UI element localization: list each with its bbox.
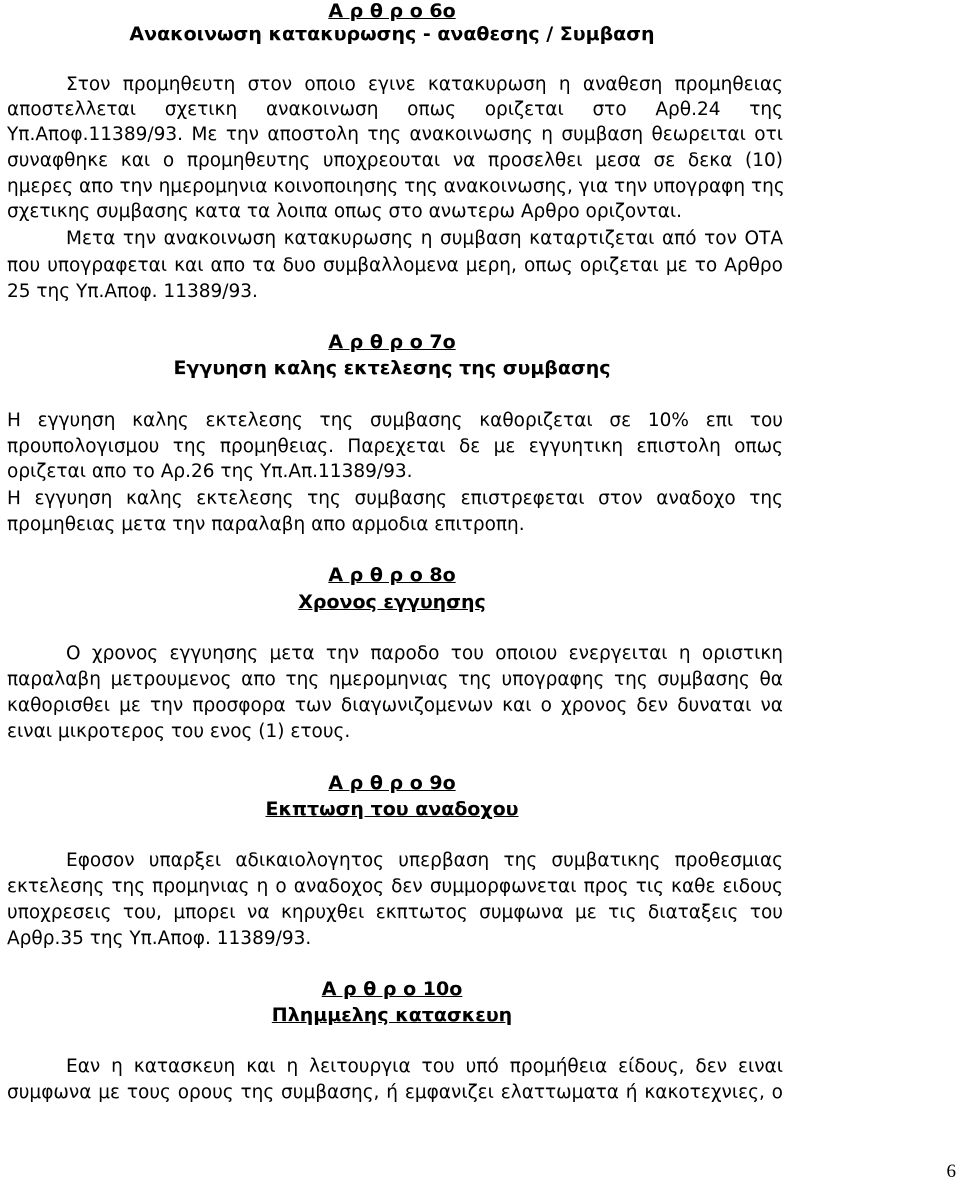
article-title: Α ρ θ ρ ο 7ο [328,331,456,353]
paragraph-line: που υπογραφεται και απο τα δυο συμβαλλομενα μερη, οπως οριζεται με το Αρθρο [7,255,783,276]
paragraph-line: συμφωνα με τους ορους της συμβασης, ή εμφανιζει ελαττωματα ή κακοτεχνιες, ο [7,1082,783,1103]
paragraph-line: καθορισθει με την προσφορα των διαγωνιζομενων και ο χρονος δεν δυναται να [7,695,783,716]
paragraph-line: οριζεται απο το Αρ.26 της Υπ.Απ.11389/93. [7,461,413,482]
paragraph-line: σχετικης συμβασης κατα τα λοιπα οπως στο ανωτερω Αρθρο οριζονται. [7,201,683,222]
article-subtitle: Ανακοινωση κατακυρωσης - αναθεσης / Συμβαση [129,23,655,45]
paragraph-line: Μετα την ανακοινωση κατακυρωσης η συμβαση καταρτιζεται από τον ΟΤΑ [66,228,783,249]
paragraph-line: Αρθρ.35 της Υπ.Αποφ. 11389/93. [7,928,312,949]
article-subtitle: Χρονος εγγυησης [298,591,486,613]
paragraph-line: προυπολογισμου της προμηθειας. Παρεχεται δε με εγγυητικη επιστολη οπως [7,436,783,457]
paragraph-line: Υπ.Αποφ.11389/93. Με την αποστολη της ανακοινωσης η συμβαση θεωρειται οτι [7,124,783,145]
article-subtitle: Πλημμελης κατασκευη [271,1004,513,1026]
paragraph-line: προμηθειας μετα την παραλαβη απο αρμοδια επιτροπη. [7,514,525,535]
paragraph-line: Η εγγυηση καλης εκτελεσης της συμβασης καθοριζεται σε 10% επι του [7,410,783,431]
article-subtitle: Εγγυηση καλης εκτελεσης της συμβασης [173,357,611,379]
paragraph-line: συναφθηκε και ο προμηθευτης υποχρεουται να προσελθει μεσα σε δεκα (10) [7,150,783,171]
paragraph-line: 25 της Υπ.Αποφ. 11389/93. [7,281,258,302]
paragraph-line: υποχρεσεις του, μπορει να κηρυχθει εκπτωτος συμφωνα με τις διαταξεις του [7,902,783,923]
article-title: Α ρ θ ρ ο 8ο [328,564,456,586]
article-subtitle: Εκπτωση του αναδοχου [265,798,519,820]
article-title: Α ρ θ ρ ο 6ο [328,0,456,22]
paragraph-line: ειναι μικροτερος του ενος (1) ετους. [7,721,351,742]
paragraph-line: Ο χρονος εγγυησης μετα την παροδο του οποιου ενεργειται η οριστικη [66,643,783,664]
paragraph-line: αποστελλεται σχετικη ανακοινωση οπως οριζεται στο Αρθ.24 της [7,99,783,120]
paragraph-line: παραλαβη μετρουμενος απο της ημερομηνιας της υπογραφης της συμβασης θα [7,669,783,690]
paragraph-line: ημερες απο την ημερομηνια κοινοποιησης της ανακοινωσης, για την υπογραφη της [7,176,785,197]
article-title: Α ρ θ ρ ο 10ο [321,978,463,1000]
paragraph-line: Εφοσον υπαρξει αδικαιολογητος υπερβαση της συμβατικης προθεσμιας [66,850,783,871]
paragraph-line: Η εγγυηση καλης εκτελεσης της συμβασης επιστρεφεται στον αναδοχο της [7,488,783,509]
article-title: Α ρ θ ρ ο 9ο [328,772,456,794]
page-number: 6 [946,1161,956,1182]
paragraph-line: Εαν η κατασκευη και η λειτουργια του υπό προμήθεια είδους, δεν ειναι [66,1056,783,1077]
paragraph-line: εκτελεσης της προμηνιας η ο αναδοχος δεν συμμορφωνεται προς τις καθε ειδους [7,876,783,897]
paragraph-line: Στον προμηθευτη στον οποιο εγινε κατακυρωση η αναθεση προμηθειας [66,74,783,95]
